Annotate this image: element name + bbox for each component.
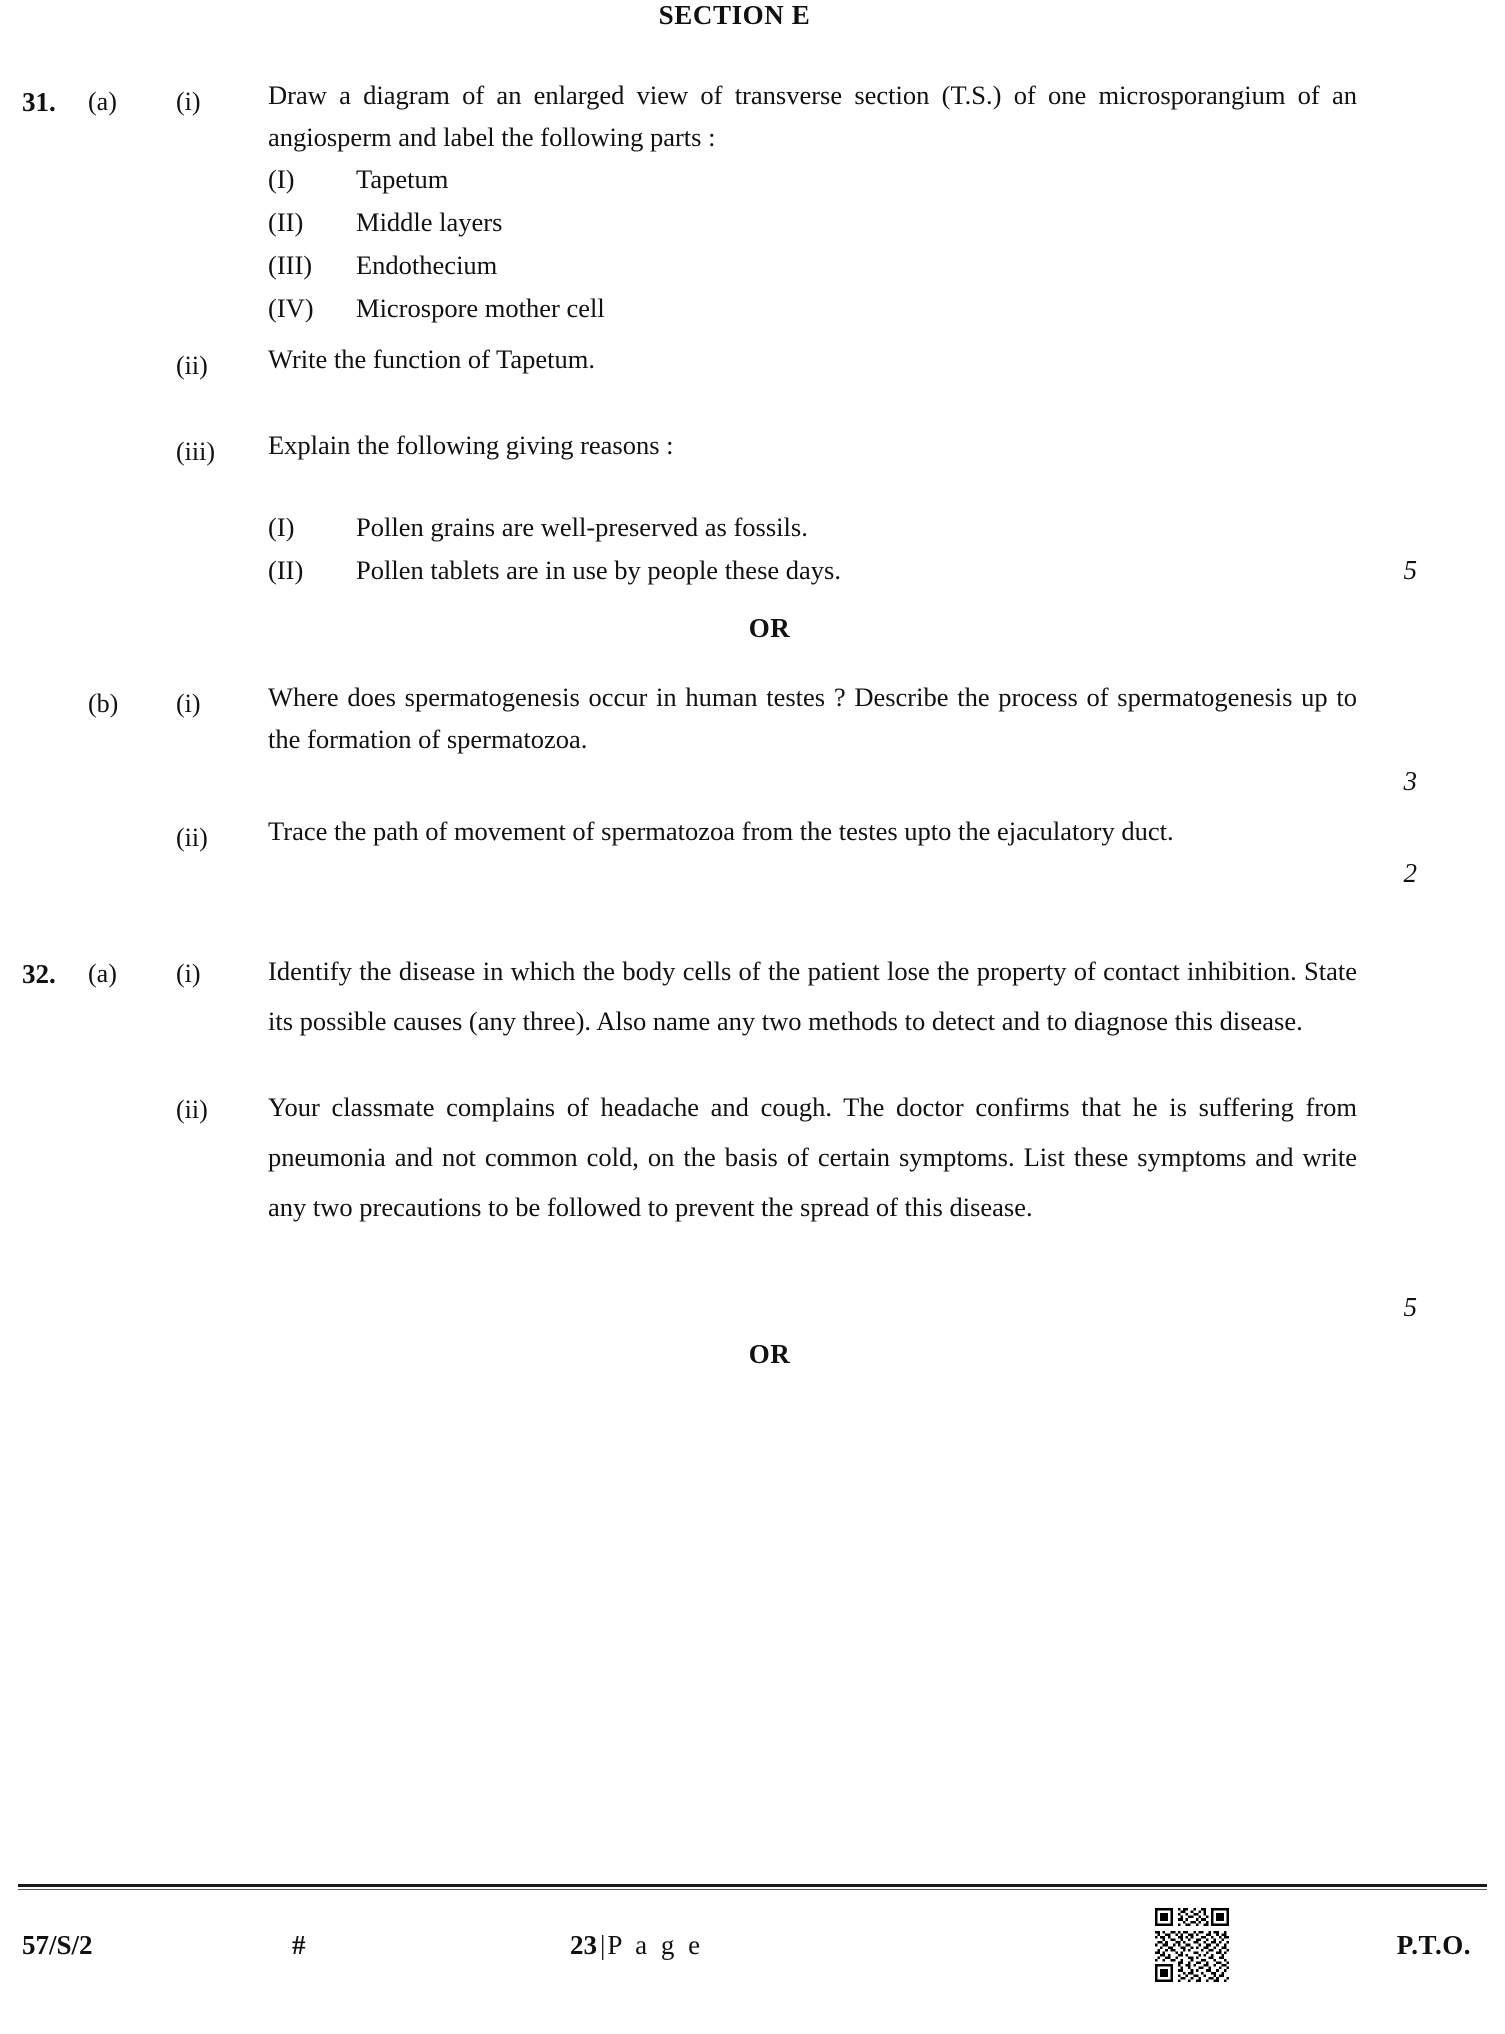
page-footer [0, 1884, 1505, 2034]
section-heading: SECTION E [658, 0, 811, 30]
question-number: 32. [22, 959, 56, 989]
page-separator: | [600, 1929, 606, 1960]
option-label-a: (a) [88, 87, 117, 116]
marks-value: 2 [1403, 858, 1417, 888]
qr-code-icon [1155, 1908, 1229, 1982]
marks-value: 5 [1403, 555, 1417, 585]
sub-text: Microspore mother cell [356, 293, 605, 323]
part-label-i: (i) [176, 959, 201, 988]
list-item [268, 158, 1357, 201]
option-label-b: (b) [88, 689, 119, 718]
paper-code: 57/S/2 [22, 1929, 93, 1960]
marks-value: 3 [1403, 766, 1417, 796]
question-31a-ii-text: Write the function of Tapetum. [268, 344, 596, 374]
question-31a-iii-text: Explain the following giving reasons : [268, 430, 674, 460]
sub-text: Pollen tablets are in use by people these days. [356, 555, 841, 585]
sub-text: Pollen grains are well-preserved as fossils. [356, 512, 808, 542]
or-divider-31 [22, 606, 1417, 650]
footer-divider [18, 1884, 1487, 1887]
marks-31b-ii [1357, 810, 1417, 894]
sub-label: (II) [268, 555, 304, 585]
question-31b-ii [22, 810, 1417, 894]
pto-label: P.T.O. [1396, 1929, 1471, 1960]
question-number: 31. [22, 87, 56, 117]
list-item [268, 244, 1357, 287]
or-label: OR [748, 1339, 791, 1369]
sub-label: (IV) [268, 293, 314, 323]
question-31 [22, 74, 1417, 330]
or-label: OR [748, 613, 791, 643]
list-item [268, 201, 1357, 244]
question-31a-ii [22, 338, 1417, 394]
sub-label: (III) [268, 250, 313, 280]
marks-31a [1357, 506, 1417, 592]
question-31b-i [22, 676, 1417, 802]
sub-text: Middle layers [356, 207, 503, 237]
question-31b-ii-text: Trace the path of movement of spermatozoa from the testes upto the ejaculatory duct. [268, 816, 1174, 846]
list-item [268, 549, 1357, 592]
part-label-i: (i) [176, 87, 201, 116]
or-divider-32 [22, 1332, 1417, 1376]
sub-label: (II) [268, 207, 304, 237]
question-31a-i-text: Draw a diagram of an enlarged view of transverse section (T.S.) of one microsporangium of an angiosperm and label the following parts : [268, 80, 1357, 152]
page-word: P a g e [607, 1929, 704, 1960]
label-parts-list [268, 158, 1357, 330]
sub-label: (I) [268, 512, 295, 542]
question-32 [22, 946, 1417, 1046]
list-item [268, 287, 1357, 330]
marks-31b-i [1357, 676, 1417, 802]
page-indicator [522, 1930, 1155, 1961]
list-item [268, 506, 1357, 549]
question-31b-i-text: Where does spermatogenesis occur in human testes ? Describe the process of spermatogenesis up to the formation of spermatozoa. [268, 682, 1357, 754]
marks-value: 5 [1403, 1292, 1417, 1322]
question-32a-ii [22, 1082, 1417, 1332]
part-label-ii: (ii) [176, 823, 208, 852]
marks-32a [1357, 1082, 1417, 1332]
question-31a-iii [22, 424, 1417, 480]
question-32a-ii-text: Your classmate complains of headache and cough. The doctor confirms that he is suffering from pneumonia and not common cold, on the basis of certain symptoms. List these symptoms and write any two precautions to be followed to prevent the spread of this disease. [268, 1092, 1357, 1222]
part-label-ii: (ii) [176, 351, 208, 380]
page-number: 23 [570, 1929, 597, 1960]
question-31a-iii-sublist [22, 506, 1417, 592]
part-label-i: (i) [176, 689, 201, 718]
part-label-iii: (iii) [176, 437, 215, 466]
option-label-a: (a) [88, 959, 117, 988]
hash-mark: # [292, 1929, 306, 1960]
sub-text: Tapetum [356, 164, 449, 194]
question-32a-i-text: Identify the disease in which the body cells of the patient lose the property of contact inhibition. State its possible causes (any three). Also name any two methods to detect and to diagnose this disease. [268, 956, 1357, 1036]
part-label-ii: (ii) [176, 1095, 208, 1124]
sub-text: Endothecium [356, 250, 498, 280]
sub-label: (I) [268, 164, 295, 194]
